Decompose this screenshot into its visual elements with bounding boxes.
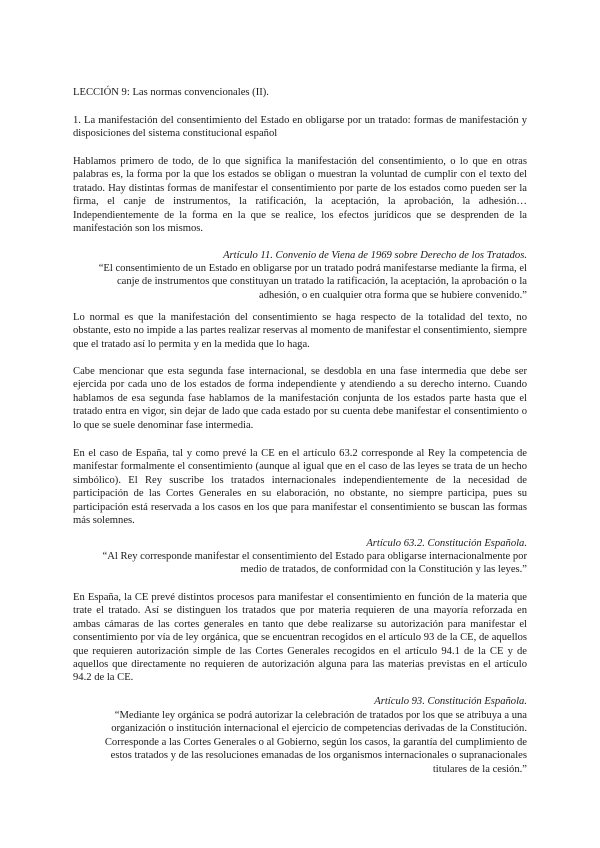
- quote-3-line: estos tratados y de las resoluciones emanadas de los organismos internacionales o supranacionales: [110, 750, 527, 762]
- quote-1-line: canje de instrumentos que constituyan un tratado la ratificación, la aceptación, la aprobación o la: [116, 276, 527, 288]
- quote-1-reference: Artículo 11. Convenio de Viena de 1969 sobre Derecho de los Tratados.: [223, 250, 527, 261]
- quote-3-line: titulares de la cesión.”: [432, 763, 527, 775]
- quote-3: [73, 709, 527, 776]
- quote-2-line: medio de tratados, de conformidad con la Constitución y las leyes.”: [240, 564, 527, 576]
- section-heading: 1. La manifestación del consentimiento del Estado en obligarse por un tratado: formas de manifestación y disposiciones del sistema constitucional español: [73, 115, 527, 140]
- lesson-title: LECCIÓN 9: Las normas convencionales (II).: [73, 87, 269, 98]
- quote-1-line: “El consentimiento de un Estado en obligarse por un tratado podrá manifestarse mediante la firma, el: [98, 263, 527, 274]
- paragraph-2: Lo normal es que la manifestación del consentimiento se haga respecto de la totalidad del texto, no obstante, esto no impide a las partes realizar reservas al momento de manifestar el consentimiento, siempre que el tratado así lo permita y en la medida que lo haga.: [73, 312, 527, 350]
- paragraph-4: En el caso de España, tal y como prevé la CE en el artículo 63.2 corresponde al Rey la competencia de manifestar formalmente el consentimiento (aunque al igual que en el caso de las leyes se trata de un hecho simbólico). El Rey suscribe los tratados internacionales independientemente de la necesidad de participación de las Cortes Generales en su elaboración, no obstante, no siempre participa, pues su participación está reservada a los casos en los que para manifestar el consentimiento se buscan las formas más solemnes.: [73, 448, 527, 527]
- quote-1: [73, 262, 527, 302]
- paragraph-1: Hablamos primero de todo, de lo que significa la manifestación del consentimiento, o lo que en otras palabras es, la forma por la que los estados se obligan o muestran la voluntad de cumplir con el texto del tratado. Hay distintas formas de manifestar el consentimiento por parte de los estados como pueden ser la firma, el canje de instrumentos, la ratificación, la aceptación, la aprobación, la adhesión… Independientemente de la forma en la que se realice, los efectos jurídicos que se desprenden de la manifestación son los mismos.: [73, 156, 527, 235]
- quote-1-line: adhesión, o en cualquier otra forma que se hubiere convenido.”: [259, 289, 527, 301]
- quote-3-line: “Mediante ley orgánica se podrá autorizar la celebración de tratados por los que se atribuya a una: [114, 710, 527, 721]
- quote-2: [73, 550, 527, 577]
- quote-2-reference: Artículo 63.2. Constitución Española.: [366, 538, 527, 549]
- quote-3-line: Corresponde a las Cortes Generales o al Gobierno, según los casos, la garantía del cumplimiento de: [104, 736, 527, 748]
- quote-3-reference: Artículo 93. Constitución Española.: [374, 696, 527, 707]
- quote-3-line: organización o institución internacional el ejercicio de competencias derivadas de la Constitución.: [111, 723, 527, 735]
- paragraph-5: En España, la CE prevé distintos procesos para manifestar el consentimiento en función de la materia que trate el tratado. Así se distinguen los tratados que por materia requieren de una mayoría reforzada en ambas cámaras de las cortes generales en tanto que debe realizarse su autorización para manifestar el consentimiento por vía de ley orgánica, que se encuentran recogidos en el artículo 93 de la CE, de aquellos que requieren autorización simple de las Cortes Generales recogidos en el artículo 94.1 de la CE y de aquellos que directamente no requieren de autorización alguna para las materias previstas en el artículo 94.2 de la CE.: [73, 592, 527, 684]
- paragraph-3: Cabe mencionar que esta segunda fase internacional, se desdobla en una fase intermedia que debe ser ejercida por cada uno de los estados de forma independiente y atendiendo a su derecho interno. Cuando hablamos de esa segunda fase hablamos de la manifestación conjunta de los estados parte hasta que el tratado entra en vigor, sin dejar de lado que cada estado por su cuenta debe manifestar el consentimiento o lo que se suele denominar fase intermedia.: [73, 366, 527, 431]
- quote-2-line: “Al Rey corresponde manifestar el consentimiento del Estado para obligarse internacionalmente por: [102, 551, 527, 562]
